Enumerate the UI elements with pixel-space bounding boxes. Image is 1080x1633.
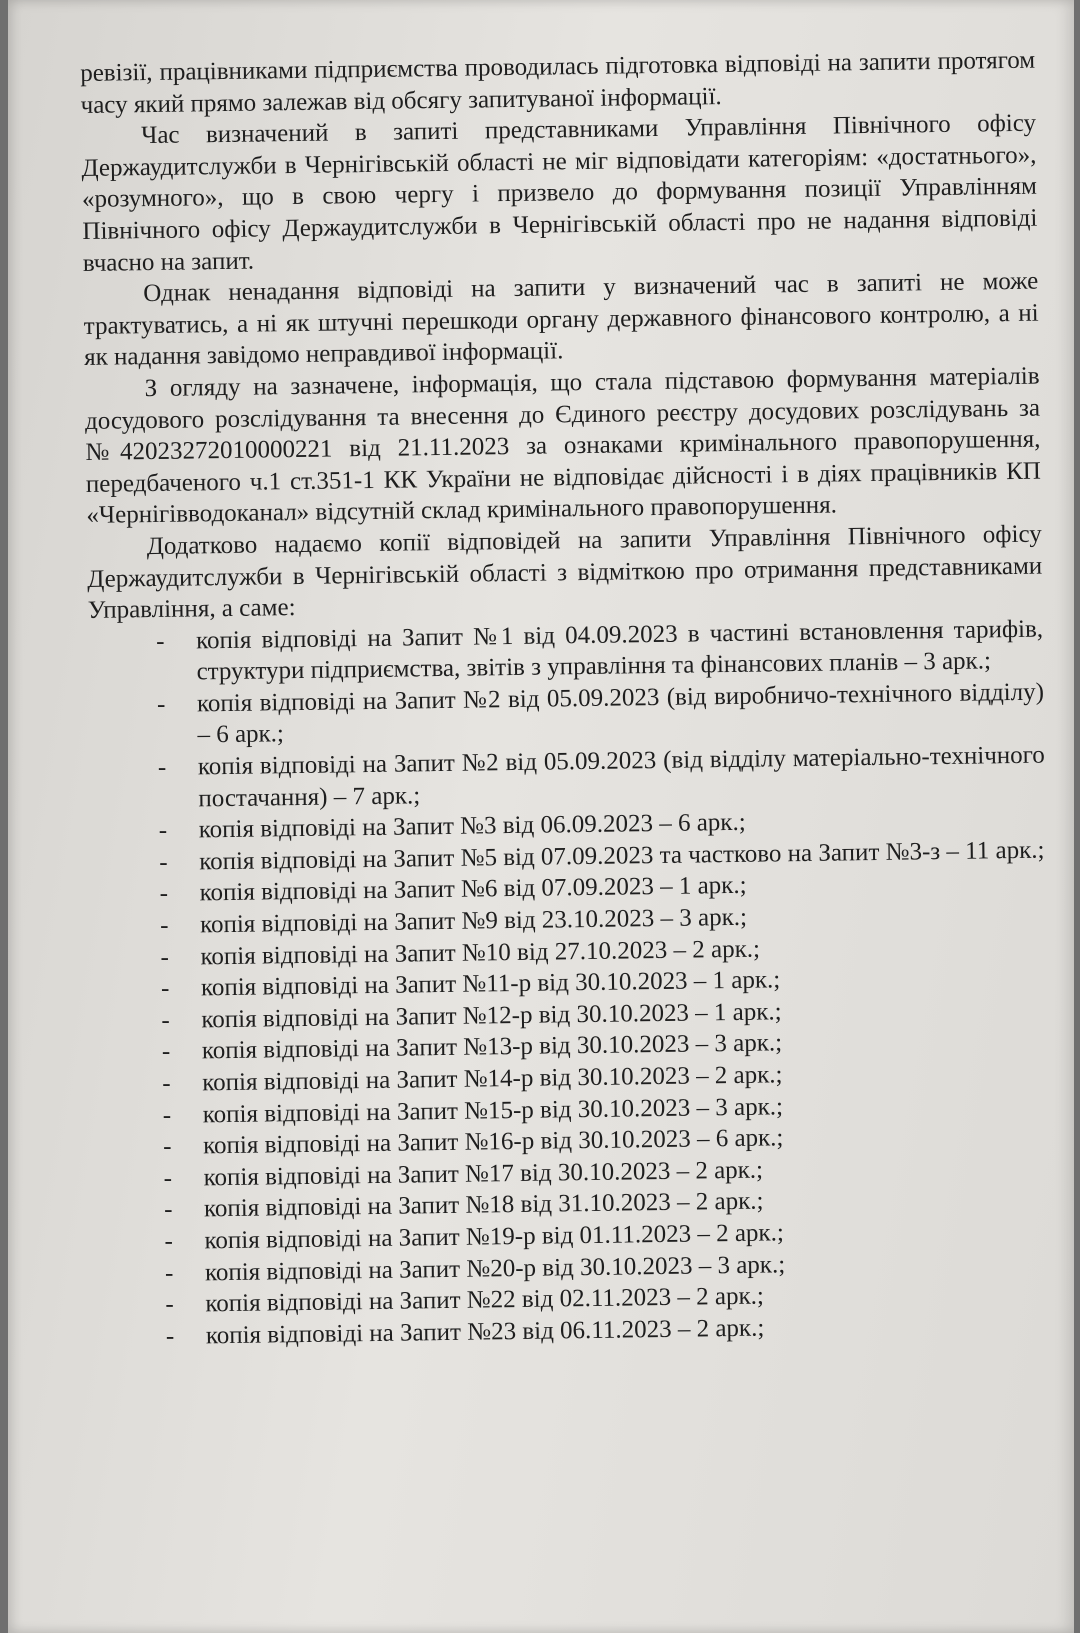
attachments-list — [88, 613, 1053, 1353]
list-item-text: копія відповіді на Запит №11-р від 30.10.2023 – 1 арк.; — [200, 966, 781, 1002]
bullet-dash: - — [159, 848, 168, 876]
list-item-text: копія відповіді на Запит №9 від 23.10.2023 – 3 арк.; — [199, 903, 748, 939]
bullet-dash: - — [160, 943, 170, 971]
list-item-text: копія відповіді на Запит №2 від 05.09.2023 (від відділу матеріально-технічного постачання) – 7 арк.; — [197, 741, 1046, 813]
document-body — [80, 45, 1053, 1354]
bullet-dash: - — [155, 627, 165, 655]
list-item-text: копія відповіді на Запит №17 від 30.10.2023 – 2 арк.; — [203, 1156, 764, 1192]
list-item-text: копія відповіді на Запит №12-р від 30.10.2023 – 1 арк.; — [201, 998, 782, 1034]
list-item-text: копія відповіді на Запит №2 від 05.09.2023 (від виробничо-технічного відділу) – 6 арк.; — [196, 678, 1045, 749]
list-item-text: копія відповіді на Запит №3 від 06.09.2023 – 6 арк.; — [198, 809, 746, 844]
bullet-dash: - — [163, 1196, 173, 1224]
list-item-text: копія відповіді на Запит №1 від 04.09.2023 в частині встановлення тарифів, структури підприємства, звітів з управління та фінансових планів – 3 арк.; — [195, 615, 1044, 686]
list-item-text: копія відповіді на Запит №16-р від 30.10.2023 – 6 арк.; — [203, 1124, 784, 1160]
paragraph-time-limit: Час визначений в запиті представниками Управління Північного офісу Держаудитслужби в Чернігівській області не міг відповідати категоріям: «достатнього», «розумного», що в свою чергу і призвело до формування позиції Управлінням Північного офісу Держаудитслужби в Чернігівській області про не надання відповіді вчасно на запит. — [81, 109, 1038, 277]
list-item-text: копія відповіді на Запит №22 від 02.11.2023 – 2 арк.; — [205, 1282, 765, 1318]
bullet-dash: - — [163, 1164, 173, 1192]
paragraph-continuation: ревізії, працівниками підприємства проводилась підготовка відповіді на запити протягом часу який прямо залежав від обсягу запитуваної інформації. — [80, 46, 1036, 119]
document-page — [8, 0, 1074, 1633]
bullet-dash: - — [156, 690, 166, 718]
bullet-dash: - — [161, 1006, 170, 1034]
bullet-dash: - — [164, 1227, 174, 1255]
bullet-dash: - — [164, 1259, 174, 1287]
bullet-dash: - — [161, 1038, 171, 1066]
bullet-dash: - — [163, 1133, 172, 1161]
bullet-dash: - — [157, 753, 167, 782]
list-item-text: копія відповіді на Запит №13-р від 30.10.2023 – 3 арк.; — [201, 1029, 783, 1065]
paragraph-non-response: Однак ненадання відповіді на запити у визначений час в запиті не може трактуватись, а ні як штучні перешкоди органу державного фінансового контролю, а ні як надання завідомо неправдивої інформації. — [83, 267, 1039, 372]
bullet-dash: - — [165, 1290, 174, 1319]
list-item-text: копія відповіді на Запит №18 від 31.10.2023 – 2 арк.; — [203, 1187, 764, 1223]
list-item-text: копія відповіді на Запит №15-р від 30.10.2023 – 3 арк.; — [202, 1092, 784, 1128]
list-item-text: копія відповіді на Запит №6 від 07.09.2023 – 1 арк.; — [199, 872, 747, 907]
list-item-text: копія відповіді на Запит №10 від 27.10.2023 – 2 арк.; — [200, 935, 761, 971]
bullet-dash: - — [159, 911, 169, 939]
list-item-text: копія відповіді на Запит №5 від 07.09.2023 та частково на Запит №3-з – 11 арк.; — [199, 836, 1045, 876]
bullet-dash: - — [160, 975, 170, 1003]
bullet-dash: - — [159, 880, 169, 908]
paragraph-conclusion: З огляду на зазначене, інформація, що стала підставою формування матеріалів досудового розслідування та внесення до Єдиного реєстру досудових розслідувань за №42023272010000221 від 21.11.2023 за ознаками кримінального правопорушення, передбаченого ч.1 ст.351-1 КК України не відповідає дійсності і в діях працівників КП «Чернігівводоканал» відсутній склад кримінального правопорушення. — [84, 362, 1042, 530]
bullet-dash: - — [162, 1101, 172, 1129]
list-item-text: копія відповіді на Запит №20-р від 30.10.2023 – 3 арк.; — [204, 1250, 786, 1286]
paragraph-attachments-intro: Додатково надаємо копії відповідей на запити Управління Північного офісу Держаудитслужби в Чернігівській області з відміткою про отримання представниками Управління, а саме: — [87, 520, 1043, 625]
list-item-text: копія відповіді на Запит №19-р від 01.11.2023 – 2 арк.; — [204, 1219, 784, 1255]
bullet-dash: - — [162, 1069, 171, 1097]
bullet-dash: - — [165, 1322, 175, 1350]
bullet-dash: - — [158, 817, 168, 845]
list-item-text: копія відповіді на Запит №14-р від 30.10.2023 – 2 арк.; — [202, 1061, 783, 1097]
list-item-text: копія відповіді на Запит №23 від 06.11.2023 – 2 арк.; — [205, 1314, 765, 1350]
